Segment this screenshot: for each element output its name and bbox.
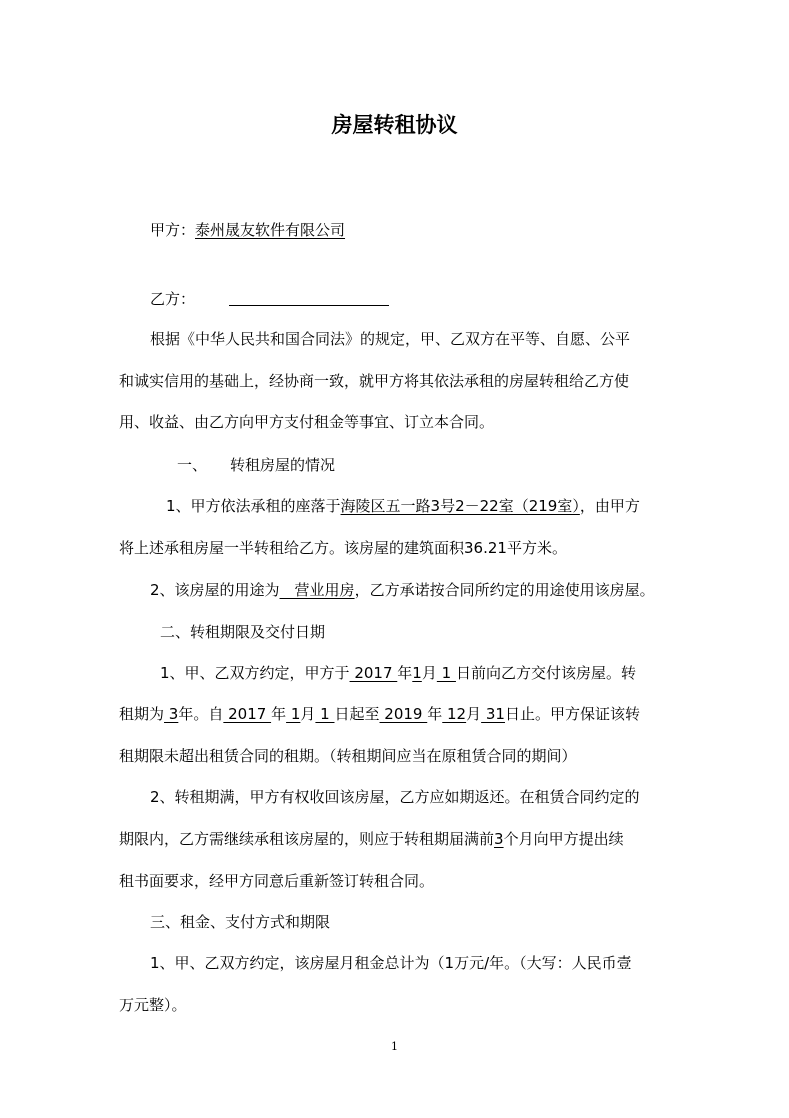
end-year: 2019 — [379, 705, 428, 723]
section1-heading-number: 一、 — [177, 456, 208, 474]
end-day: 31 — [481, 705, 505, 723]
party-a-name: 泰州晟友软件有限公司 — [195, 221, 346, 239]
property-address: 海陵区五一路3号2－22室（219室） — [340, 497, 580, 515]
term-years: 3 — [164, 705, 179, 723]
party-a-label: 甲方： — [150, 221, 196, 239]
intro-line-1: 根据《中华人民共和国合同法》的规定，甲、乙双方在平等、自愿、公平 — [150, 330, 631, 348]
delivery-year: 2017 — [349, 664, 398, 682]
party-a-line — [150, 220, 345, 240]
text: 年 — [397, 664, 413, 682]
delivery-month: 1 — [412, 664, 422, 682]
section2-item1-line1 — [160, 663, 636, 683]
text: 年 — [271, 705, 287, 723]
text: 日止。甲方保证该转 — [504, 705, 640, 723]
renewal-months: 3 — [494, 830, 504, 848]
intro-line-2: 和诚实信用的基础上，经协商一致，就甲方将其依法承租的房屋转租给乙方使 — [119, 372, 630, 390]
party-b-blank — [229, 289, 389, 306]
section1-item1-line1 — [166, 496, 640, 516]
section2-item1-line2 — [119, 704, 640, 724]
start-year: 2017 — [223, 705, 272, 723]
text: ，由甲方 — [579, 497, 640, 515]
text: 2、该房屋的用途为 — [150, 581, 280, 599]
section1-item2 — [150, 580, 655, 600]
delivery-day: 1 — [436, 664, 456, 682]
text: 年。自 — [178, 705, 224, 723]
section1-item1-line2: 将上述承租房屋一半转租给乙方。该房屋的建筑面积36.21平方米。 — [119, 539, 567, 557]
text: 1、甲、乙双方约定，甲方于 — [160, 664, 350, 682]
text: 日起至 — [334, 705, 380, 723]
text: 月 — [421, 664, 437, 682]
text: ，乙方承诺按合同所约定的用途使用该房屋。 — [354, 581, 655, 599]
page-title: 房屋转租协议 — [331, 112, 458, 137]
party-b-line — [150, 289, 389, 309]
page-number: 1 — [391, 1040, 398, 1053]
start-month: 1 — [286, 705, 301, 723]
text: 个月向甲方提出续 — [503, 830, 624, 848]
text: 月 — [466, 705, 482, 723]
party-b-label: 乙方： — [150, 290, 196, 308]
text: 租期为 — [119, 705, 165, 723]
property-usage: 营业用房 — [279, 581, 355, 599]
section3-heading: 三、租金、支付方式和期限 — [150, 913, 331, 931]
section2-item1-line3: 租期限未超出租赁合同的租期。（转租期间应当在原租赁合同的期间） — [119, 747, 577, 765]
start-day: 1 — [315, 705, 335, 723]
text: 期限内，乙方需继续承租该房屋的，则应于转租期届满前 — [119, 830, 495, 848]
text: 日前向乙方交付该房屋。转 — [455, 664, 636, 682]
end-month: 12 — [442, 705, 467, 723]
section3-item1-line1: 1、甲、乙双方约定，该房屋月租金总计为（1万元/年。（大写：人民币壹 — [150, 954, 632, 972]
section1-heading: 转租房屋的情况 — [230, 456, 336, 474]
text: 1、甲方依法承租的座落于 — [166, 497, 341, 515]
text: 年 — [427, 705, 443, 723]
text: 月 — [300, 705, 316, 723]
section2-heading: 二、转租期限及交付日期 — [160, 623, 326, 641]
section3-item1-line2: 万元整）。 — [119, 996, 187, 1014]
section2-item2-line3: 租书面要求，经甲方同意后重新签订转租合同。 — [119, 872, 435, 890]
intro-line-3: 用、收益、由乙方向甲方支付租金等事宜、订立本合同。 — [119, 413, 495, 431]
section2-item2-line2 — [119, 829, 624, 849]
section2-item2-line1: 2、转租期满，甲方有权收回该房屋，乙方应如期返还。在租赁合同约定的 — [150, 788, 640, 806]
